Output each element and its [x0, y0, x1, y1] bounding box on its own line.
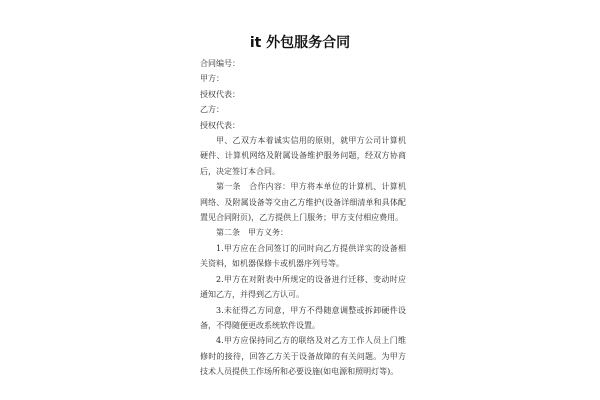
article-2-item-4: 4.甲方应保持同乙方的联络及对乙方工作人员上门维修时的接待，回答乙方关于设备故障的有关问题。为甲方技术人员提供工作场所和必要设施(如电源和照明灯等)。	[200, 336, 406, 377]
contract-number-field: 合同编号：	[200, 59, 240, 68]
party-b-field: 乙方：	[200, 105, 224, 115]
article-2-item-1: 1.甲方应在合同签订的同时向乙方提供详实的设备相关资料，如机器保修卡或机器序列号等。	[200, 243, 406, 269]
intro-paragraph: 甲、乙双方本着诚实信用的原则，就甲方公司计算机硬件、计算机网络及附属设备维护服务问题，经双方协商后，决定签订本合同。	[200, 136, 406, 176]
contract-body	[200, 56, 406, 380]
article-1-paragraph: 第一条 合作内容：甲方将本单位的计算机、计算机网络、及附属设备等交由乙方维护(设备详细清单和具体配置见合同附页)，乙方提供上门服务；甲方支付相应费用。	[200, 182, 406, 223]
article-2-item-2: 2.甲方在对附表中所规定的设备进行迁移、变动时应通知乙方，并得到乙方认可。	[200, 274, 406, 300]
party-a-field: 甲方：	[200, 74, 224, 84]
party-a-representative-field: 授权代表：	[200, 89, 240, 99]
party-b-representative-field: 授权代表：	[200, 120, 240, 130]
article-2-heading: 第二条 甲方义务：	[216, 228, 288, 238]
contract-title: it 外包服务合同	[249, 35, 351, 51]
article-2-item-3: 3.未征得乙方同意，甲方不得随意调整或拆卸硬件设备，不得随便更改系统软件设置。	[200, 305, 406, 330]
